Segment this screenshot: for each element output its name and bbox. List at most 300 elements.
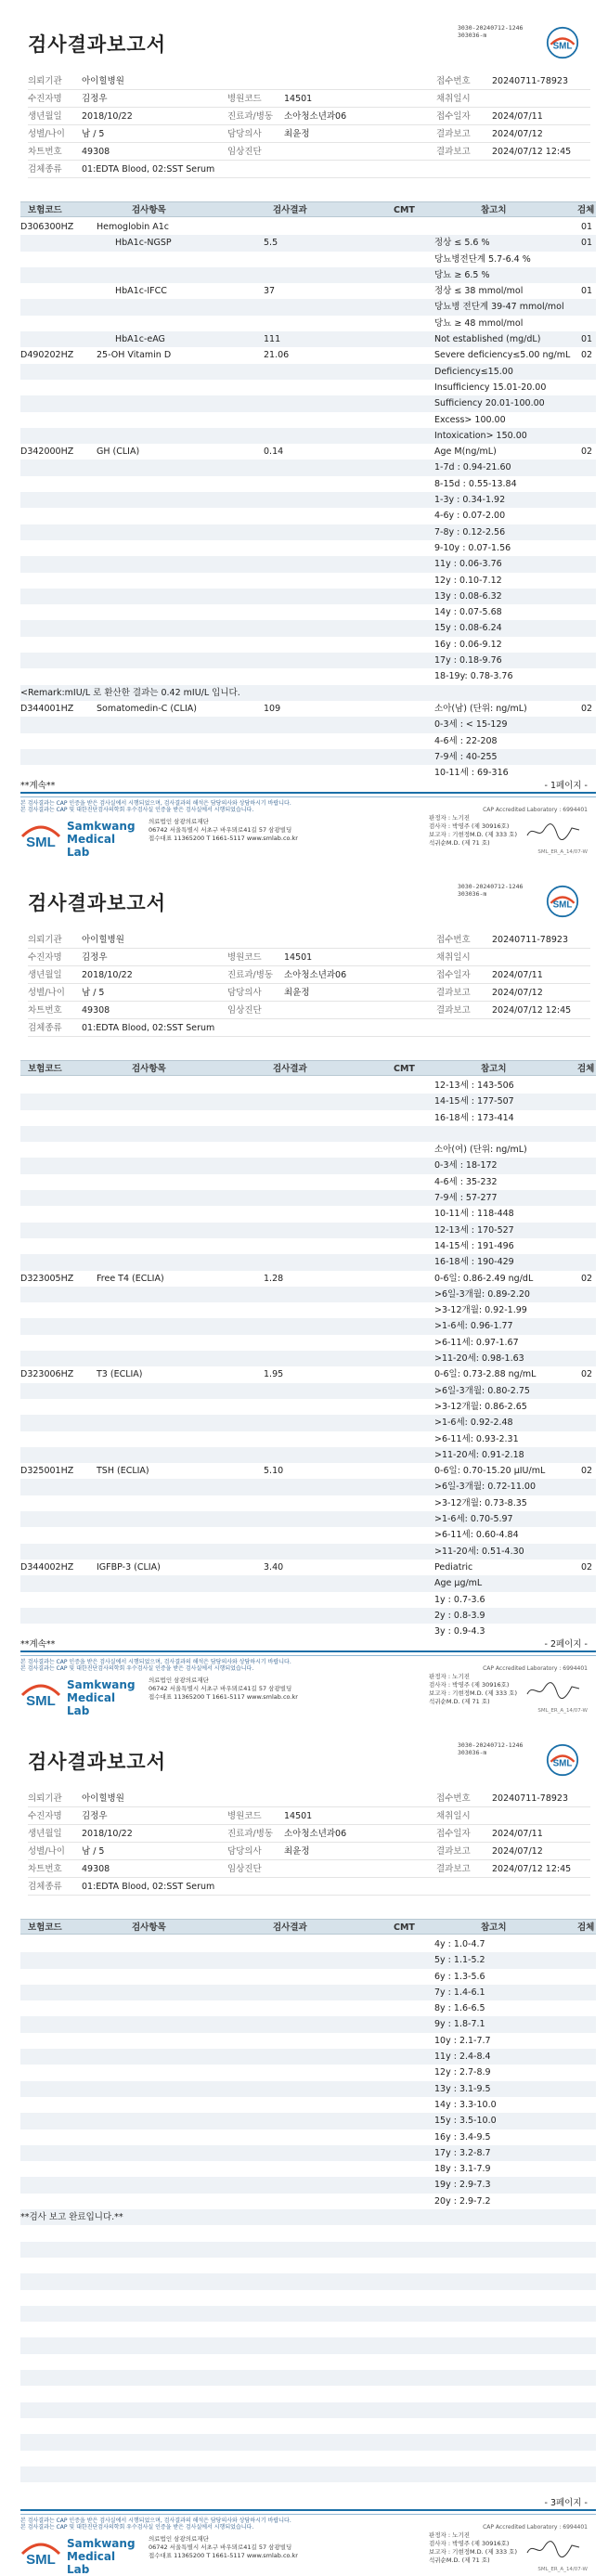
reference-range: Sufficiency 20.01-100.00 — [434, 398, 545, 409]
sml-logo-icon — [20, 1675, 61, 1712]
value-specimen: 01:EDTA Blood, 02:SST Serum — [82, 1023, 215, 1033]
sml-logo-icon — [20, 2533, 61, 2570]
table-row — [20, 1078, 596, 1094]
reference-range: 16-18세 : 173-414 — [434, 1112, 514, 1123]
table-row — [20, 765, 596, 781]
table-row — [20, 1126, 596, 1142]
info-row — [28, 72, 590, 90]
reference-range: 1-7d : 0.94-21.60 — [434, 462, 511, 473]
table-row — [20, 1351, 596, 1366]
reference-range: 4-6세 : 22-208 — [434, 735, 498, 746]
reference-range: Deficiency≤15.00 — [434, 366, 513, 377]
insurance-code: D323006HZ — [20, 1369, 74, 1380]
table-row — [20, 2113, 596, 2129]
patient-info — [28, 931, 590, 1037]
table-row — [20, 1206, 596, 1222]
reference-range: 13y : 3.1-9.5 — [434, 2083, 491, 2094]
company-logo — [20, 814, 136, 859]
insurance-code: D344002HZ — [20, 1561, 74, 1573]
table-row — [20, 2418, 596, 2434]
header-result: 검사결과 — [273, 205, 307, 215]
cap-accreditation: CAP Accredited Laboratory : 6994401 — [483, 2524, 588, 2531]
form-number: SML_ER_A_14/07-W — [537, 2567, 588, 2572]
reference-range: 12y : 0.10-7.12 — [434, 575, 502, 586]
footer-disclaimer: 본 검사결과는 CAP 및 대한진단검사의학회 우수검사실 인증을 받은 검사실에서 시행되었습니다. — [20, 807, 254, 813]
report-page — [0, 1717, 608, 2576]
reference-range: 정상 ≤ 38 mmol/mol — [434, 286, 524, 297]
value-hospital: 아이힐병원 — [82, 1793, 124, 1804]
company-name: Samkwang Medical Lab — [67, 1678, 136, 1717]
table-row — [20, 2225, 596, 2241]
table-row — [20, 1335, 596, 1351]
table-row — [20, 1608, 596, 1624]
header-code: 보험코드 — [28, 1922, 62, 1933]
specimen-code: 02 — [581, 350, 593, 361]
table-row — [20, 1271, 596, 1287]
reference-range: 4y : 1.0-4.7 — [434, 1939, 485, 1949]
results-table-header — [20, 201, 596, 217]
reference-range: >6일-3개월: 0.89-2.20 — [434, 1288, 530, 1300]
reference-range: 16y : 0.06-9.12 — [434, 639, 502, 650]
table-row — [20, 2290, 596, 2306]
header-cmt: CMT — [394, 1064, 415, 1074]
header-item: 검사항목 — [132, 1922, 166, 1933]
header-item: 검사항목 — [132, 205, 166, 215]
table-row — [20, 2209, 596, 2225]
continued-marker: **계속** — [20, 781, 56, 791]
label-reported: 결과보고 — [436, 147, 471, 157]
reference-range: 16y : 3.4-9.5 — [434, 2131, 491, 2142]
svg-text:SML: SML — [26, 2552, 56, 2568]
header-ref: 참고치 — [481, 205, 507, 215]
logo-text: SML — [552, 1758, 573, 1769]
value-chart-no: 49308 — [82, 147, 110, 157]
header-cmt: CMT — [394, 1922, 415, 1933]
table-row — [20, 1158, 596, 1173]
table-row — [20, 1463, 596, 1479]
table-row — [20, 2402, 596, 2418]
reference-range: 8-15d : 0.55-13.84 — [434, 478, 517, 489]
table-row — [20, 283, 596, 299]
table-row — [20, 733, 596, 749]
reference-range: >6일-3개월: 0.72-11.00 — [434, 1482, 537, 1493]
table-row — [20, 1527, 596, 1543]
header-cmt: CMT — [394, 205, 415, 215]
insurance-code: D306300HZ — [20, 222, 74, 232]
footer-divider — [20, 1650, 596, 1656]
signature-icon — [525, 2538, 581, 2560]
reference-range: 8y : 1.6-6.5 — [434, 2003, 485, 2014]
reference-range: >3-12개월: 0.92-1.99 — [434, 1305, 527, 1316]
table-row — [20, 1624, 596, 1639]
test-result: 37 — [264, 286, 276, 297]
signatories: 판정자 : 노기진 검사자 : 박영주 (제 30916호) 보고자 : 기현정M.D. (제 333 호) 석귀순M.D. (제 71 호) — [429, 814, 517, 847]
test-item: Free T4 (ECLIA) — [97, 1273, 164, 1284]
table-row — [20, 1318, 596, 1334]
reference-range: 2y : 0.8-3.9 — [434, 1610, 485, 1621]
reference-range: 1-3y : 0.34-1.92 — [434, 495, 506, 506]
table-row — [20, 749, 596, 765]
table-row — [20, 620, 596, 636]
company-address: 의료법인 삼광의료재단 06742 서울특별시 서초구 바우뫼로41길 57 삼광빌딩 접수대표 11365200 T 1661-5117 www.smlab.co.kr — [149, 1676, 298, 1701]
test-result: 0.14 — [264, 447, 284, 458]
table-row — [20, 1238, 596, 1254]
reference-range: 4-6세 : 35-232 — [434, 1176, 498, 1187]
reference-range: 12-13세 : 170-527 — [434, 1224, 514, 1236]
insurance-code: D325001HZ — [20, 1466, 74, 1477]
table-row — [20, 701, 596, 717]
reference-range: 17y : 0.18-9.76 — [434, 655, 502, 667]
table-row — [20, 1447, 596, 1463]
table-row — [20, 2016, 596, 2032]
reference-range: 15y : 3.5-10.0 — [434, 2116, 497, 2127]
reference-range: 3y : 0.9-4.3 — [434, 1626, 485, 1638]
table-row — [20, 637, 596, 653]
info-row — [28, 1825, 590, 1843]
value-doctor: 최윤정 — [284, 1846, 310, 1857]
info-row — [28, 1807, 590, 1825]
value-hospital: 아이힐병원 — [82, 76, 124, 86]
label-doctor: 담당의사 — [227, 1846, 262, 1857]
table-row — [20, 717, 596, 732]
label-patient: 수진자명 — [28, 952, 62, 963]
table-row — [20, 235, 596, 251]
table-row — [20, 1495, 596, 1511]
reference-range: 7-9세 : 57-277 — [434, 1193, 498, 1204]
insurance-code: D323005HZ — [20, 1273, 74, 1284]
value-received: 2024/07/11 — [492, 970, 543, 980]
svg-text:SML: SML — [26, 1693, 56, 1709]
test-item: HbA1c-eAG — [115, 334, 165, 345]
insurance-code: D344001HZ — [20, 703, 74, 714]
table-row — [20, 2306, 596, 2322]
value-name: 김정우 — [82, 952, 108, 963]
header-ref: 참고치 — [481, 1922, 507, 1933]
form-number: SML_ER_A_14/07-W — [537, 1708, 588, 1714]
table-row — [20, 347, 596, 363]
table-row — [20, 604, 596, 620]
specimen-code: 02 — [581, 1273, 593, 1284]
value-chart-no: 49308 — [82, 1864, 110, 1874]
sml-logo-icon — [546, 26, 579, 59]
table-row — [20, 1366, 596, 1382]
table-row — [20, 2065, 596, 2080]
reference-range: 5y : 1.1-5.2 — [434, 1955, 485, 1966]
table-row — [20, 573, 596, 589]
reference-range: 1y : 0.7-3.6 — [434, 1594, 485, 1605]
test-item: IGFBP-3 (CLIA) — [97, 1561, 161, 1573]
header-result: 검사결과 — [273, 1064, 307, 1074]
specimen-code: 02 — [581, 1369, 593, 1380]
label-hospital: 의뢰기관 — [28, 76, 62, 86]
table-row — [20, 2161, 596, 2177]
results-table — [20, 219, 596, 781]
table-row — [20, 668, 596, 684]
table-row — [20, 476, 596, 492]
reference-range: >11-20세: 0.98-1.63 — [434, 1353, 524, 1365]
test-result: 5.10 — [264, 1466, 284, 1477]
specimen-code: 01 — [581, 222, 593, 232]
header-item: 검사항목 — [132, 1064, 166, 1074]
table-row — [20, 653, 596, 668]
value-department: 소아청소년과06 — [284, 111, 347, 122]
label-receipt-no: 접수번호 — [436, 935, 471, 945]
cap-accreditation: CAP Accredited Laboratory : 6994401 — [483, 807, 588, 813]
table-row — [20, 1544, 596, 1560]
reference-range: >11-20세: 0.51-4.30 — [434, 1546, 524, 1557]
table-row — [20, 685, 596, 701]
table-row — [20, 1142, 596, 1158]
value-name: 김정우 — [82, 1811, 108, 1821]
value-receipt-no: 20240711-78923 — [492, 76, 569, 86]
label-chart-no: 차트번호 — [28, 147, 62, 157]
label-patient: 수진자명 — [28, 94, 62, 104]
table-row — [20, 1399, 596, 1415]
reference-range: 7-8y : 0.12-2.56 — [434, 526, 506, 537]
signatories: 판정자 : 노기진 검사자 : 박영주 (제 30916호) 보고자 : 기현정M.D. (제 333 호) 석귀순M.D. (제 71 호) — [429, 1673, 517, 1705]
reference-range: 14-15세 : 191-496 — [434, 1240, 514, 1251]
label-birth: 생년월일 — [28, 111, 62, 122]
info-row — [28, 1790, 590, 1807]
reference-range: 정상 ≤ 5.6 % — [434, 238, 490, 249]
label-chart-no: 차트번호 — [28, 1864, 62, 1874]
company-logo — [20, 1673, 136, 1717]
reference-range: Age μg/mL — [434, 1578, 483, 1589]
reference-range: Not established (mg/dL) — [434, 334, 541, 345]
reference-range: 0-6일: 0.70-15.20 μIU/mL — [434, 1466, 546, 1477]
results-table — [20, 1936, 596, 2498]
company-name: Samkwang Medical Lab — [67, 820, 136, 859]
table-row — [20, 1110, 596, 1126]
reference-range: Pediatric — [434, 1561, 473, 1573]
reference-range: 17y : 3.2-8.7 — [434, 2147, 491, 2158]
insurance-code: D490202HZ — [20, 350, 74, 361]
header-specimen: 검체 — [577, 1064, 595, 1074]
table-row — [20, 1511, 596, 1527]
table-row — [20, 2354, 596, 2370]
value-receipt-no: 20240711-78923 — [492, 1793, 569, 1804]
label-reported: 결과보고 — [436, 129, 471, 139]
reference-range: 20y : 2.9-7.2 — [434, 2195, 491, 2207]
info-row — [28, 1843, 590, 1860]
footer-disclaimer: 본 검사결과는 CAP 및 대한진단검사의학회 우수검사실 인증을 받은 검사실에서 시행되었습니다. — [20, 2524, 254, 2531]
label-birth: 생년월일 — [28, 1829, 62, 1839]
reference-range: >6-11세: 0.93-2.31 — [434, 1433, 519, 1444]
reference-range: 0-3세 : 18-172 — [434, 1160, 498, 1171]
reference-range: 15y : 0.08-6.24 — [434, 623, 502, 634]
footer-divider — [20, 2509, 596, 2515]
label-sex-age: 성별/나이 — [28, 1846, 65, 1857]
company-address: 의료법인 삼광의료재단 06742 서울특별시 서초구 바우뫼로41길 57 삼광빌딩 접수대표 11365200 T 1661-5117 www.smlab.co.kr — [149, 818, 298, 842]
reference-range: 당뇨 ≥ 6.5 % — [434, 269, 490, 280]
specimen-code: 02 — [581, 1466, 593, 1477]
footer-divider — [20, 792, 596, 797]
test-item: Hemoglobin A1c — [97, 222, 170, 232]
test-result: 3.40 — [264, 1561, 284, 1573]
table-row — [20, 2242, 596, 2258]
footer-disclaimer: 본 검사결과는 CAP 인증을 받은 검사실에서 시행되었으며, 검사결과의 해석은 담당의사와 상담하시기 바랍니다. — [20, 2518, 291, 2524]
header-code: 보험코드 — [28, 1064, 62, 1074]
reference-range: >1-6세: 0.96-1.77 — [434, 1321, 513, 1332]
specimen-code: 02 — [581, 1561, 593, 1573]
value-hospital-code: 14501 — [284, 952, 313, 963]
label-receipt-no: 접수번호 — [436, 76, 471, 86]
table-row — [20, 2049, 596, 2065]
value-department: 소아청소년과06 — [284, 970, 347, 980]
reference-range: 11y : 0.06-3.76 — [434, 559, 502, 570]
table-row — [20, 1479, 596, 1495]
table-row — [20, 2129, 596, 2145]
table-row — [20, 1592, 596, 1608]
value-sex-age: 남 / 5 — [82, 129, 105, 139]
specimen-code: 02 — [581, 703, 593, 714]
table-row — [20, 316, 596, 331]
specimen-code: 01 — [581, 238, 593, 249]
table-row — [20, 589, 596, 604]
value-birth: 2018/10/22 — [82, 111, 133, 122]
table-row — [20, 1223, 596, 1238]
value-reported-time: 2024/07/12 12:45 — [492, 1005, 572, 1016]
reference-range: 당뇨병 전단계 39-47 mmol/mol — [434, 302, 564, 313]
reference-range: 16-18세 : 190-429 — [434, 1257, 514, 1268]
reference-range: Severe deficiency≤5.00 ng/mL — [434, 350, 571, 361]
sml-logo-icon — [546, 1743, 579, 1777]
reference-range: Age M(ng/mL) — [434, 447, 497, 458]
value-doctor: 최윤정 — [284, 129, 310, 139]
label-sex-age: 성별/나이 — [28, 129, 65, 139]
table-row — [20, 2194, 596, 2209]
reference-range: >3-12개월: 0.73-8.35 — [434, 1497, 527, 1508]
table-row — [20, 2322, 596, 2337]
page-number: - 1페이지 - — [544, 781, 588, 791]
value-reported-date: 2024/07/12 — [492, 1846, 543, 1857]
label-received: 접수일자 — [436, 1829, 471, 1839]
label-clinical: 임상진단 — [227, 1864, 262, 1874]
logo-text: SML — [552, 41, 573, 52]
info-row — [28, 90, 590, 108]
reference-range: 7y : 1.4-6.1 — [434, 1987, 485, 1998]
test-item: GH (CLIA) — [97, 447, 140, 458]
reference-range: 19y : 2.9-7.3 — [434, 2180, 491, 2191]
table-row — [20, 460, 596, 475]
table-row — [20, 524, 596, 540]
label-department: 진료과/병동 — [227, 1829, 274, 1839]
reference-range: 0-6일: 0.86-2.49 ng/dL — [434, 1273, 534, 1284]
patient-info — [28, 72, 590, 178]
value-name: 김정우 — [82, 94, 108, 104]
label-sex-age: 성별/나이 — [28, 988, 65, 998]
reference-range: >6일-3개월: 0.80-2.75 — [434, 1385, 530, 1396]
table-row — [20, 508, 596, 524]
reference-range: Intoxication> 150.00 — [434, 430, 527, 441]
report-page — [0, 0, 608, 859]
label-reported: 결과보고 — [436, 1846, 471, 1857]
table-row — [20, 1431, 596, 1447]
sml-logo-icon — [20, 816, 61, 853]
table-row — [20, 2482, 596, 2498]
label-birth: 생년월일 — [28, 970, 62, 980]
test-item: 25-OH Vitamin D — [97, 350, 172, 361]
reference-range: 10-11세 : 69-316 — [434, 768, 509, 779]
reference-range: 7-9세 : 40-255 — [434, 751, 498, 762]
label-doctor: 담당의사 — [227, 129, 262, 139]
page-number: - 3페이지 - — [544, 2498, 588, 2508]
info-row — [28, 143, 590, 161]
label-reported: 결과보고 — [436, 988, 471, 998]
label-chart-no: 차트번호 — [28, 1005, 62, 1016]
label-department: 진료과/병동 — [227, 111, 274, 122]
table-row — [20, 428, 596, 444]
header-specimen: 검체 — [577, 1922, 595, 1933]
value-reported-date: 2024/07/12 — [492, 129, 543, 139]
table-row — [20, 2177, 596, 2193]
insurance-code: D342000HZ — [20, 447, 74, 458]
logo-text: SML — [552, 900, 573, 911]
reference-range: 10-11세 : 118-448 — [434, 1209, 514, 1220]
info-row — [28, 1860, 590, 1878]
value-hospital-code: 14501 — [284, 94, 313, 104]
table-row — [20, 2337, 596, 2353]
table-row — [20, 1302, 596, 1318]
reference-range: 12-13세 : 143-506 — [434, 1081, 514, 1091]
reference-range: >11-20세: 0.91-2.18 — [434, 1449, 524, 1460]
label-hospital-code: 병원코드 — [227, 952, 262, 963]
signature-icon — [525, 1679, 581, 1702]
table-row — [20, 1575, 596, 1591]
specimen-code: 02 — [581, 447, 593, 458]
test-result: 109 — [264, 703, 281, 714]
info-row — [28, 161, 590, 178]
test-item: HbA1c-IFCC — [115, 286, 167, 297]
test-result: 111 — [264, 334, 281, 345]
value-hospital-code: 14501 — [284, 1811, 313, 1821]
label-specimen: 검체종류 — [28, 1882, 62, 1892]
info-row — [28, 125, 590, 143]
form-number: SML_ER_A_14/07-W — [537, 849, 588, 855]
report-title: 검사결과보고서 — [28, 1751, 167, 1773]
header-specimen: 검체 — [577, 205, 595, 215]
test-item: T3 (ECLIA) — [97, 1369, 143, 1380]
results-table-header — [20, 1060, 596, 1076]
test-item: TSH (ECLIA) — [97, 1466, 149, 1477]
value-hospital: 아이힐병원 — [82, 935, 124, 945]
company-name: Samkwang Medical Lab — [67, 2537, 136, 2576]
table-row — [20, 540, 596, 556]
label-specimen: 검체종류 — [28, 164, 62, 175]
cap-accreditation: CAP Accredited Laboratory : 6994401 — [483, 1665, 588, 1672]
test-result: 21.06 — [264, 350, 290, 361]
value-specimen: 01:EDTA Blood, 02:SST Serum — [82, 164, 215, 175]
reference-range: 당뇨 ≥ 48 mmol/mol — [434, 317, 524, 329]
value-sex-age: 남 / 5 — [82, 988, 105, 998]
test-result: 1.95 — [264, 1369, 284, 1380]
reference-range: 소아(남) (단위: ng/mL) — [434, 703, 527, 714]
label-collected: 채취일시 — [436, 94, 471, 104]
label-reported: 결과보고 — [436, 1005, 471, 1016]
reference-range: >6-11세: 0.60-4.84 — [434, 1530, 519, 1541]
table-row — [20, 556, 596, 572]
reference-range: 4-6y : 0.07-2.00 — [434, 511, 506, 522]
results-table-header — [20, 1919, 596, 1935]
table-row — [20, 1969, 596, 1985]
reference-range: 6y : 1.3-5.6 — [434, 1971, 485, 1982]
label-doctor: 담당의사 — [227, 988, 262, 998]
table-row — [20, 2273, 596, 2289]
value-birth: 2018/10/22 — [82, 1829, 133, 1839]
value-received: 2024/07/11 — [492, 1829, 543, 1839]
info-row — [28, 1019, 590, 1037]
report-title: 검사결과보고서 — [28, 33, 167, 56]
